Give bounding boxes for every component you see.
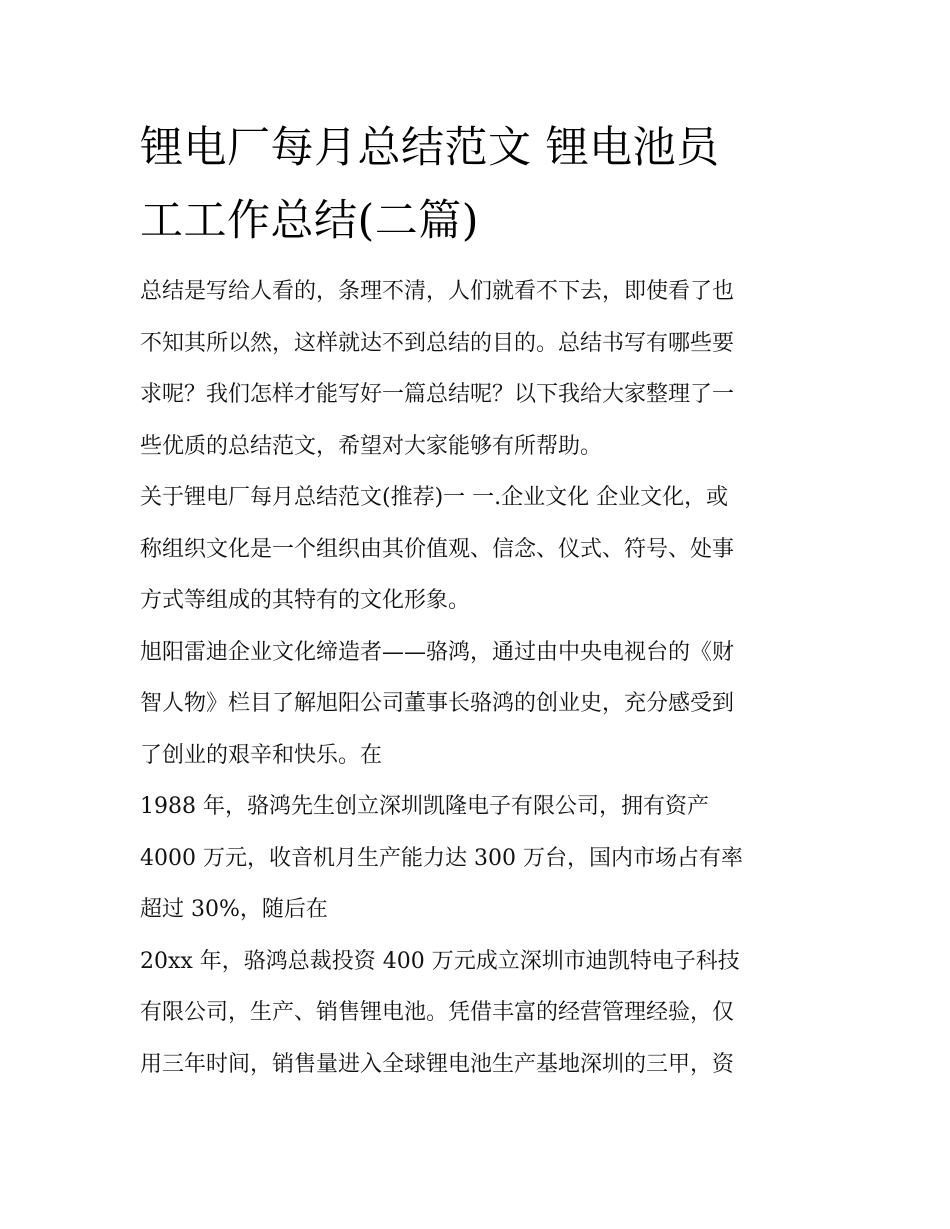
paragraph-founder: 旭阳雷迪企业文化缔造者——骆鸿，通过由中央电视台的《财 智人物》栏目了解旭阳公司董事长骆鸿的创业史，充分感受到 了创业的艰辛和快乐。在 [140, 639, 735, 768]
document-title: 锂电厂每月总结范文 锂电池员 工工作总结(二篇) [140, 123, 720, 246]
paragraph-20xx: 20xx 年，骆鸿总裁投资 400 万元成立深圳市迪凯特电子科技 有限公司，生产、销售锂电池。凭借丰富的经营管理经验，仅 用三年时间，销售量进入全球锂电池生产基地深圳的三甲，资 [140, 948, 740, 1077]
paragraph-intro: 总结是写给人看的，条理不清，人们就看不下去，即使看了也 不知其所以然，这样就达不到总结的目的。总结书写有哪些要 求呢？我们怎样才能写好一篇总结呢？以下我给大家整理了一 些优质的总结范文，希望对大家能够有所帮助。 [140, 279, 735, 459]
document-body [140, 112, 820, 1090]
paragraph-corporate-culture: 关于锂电厂每月总结范文(推荐)一 一.企业文化 企业文化，或 称组织文化是一个组织由其价值观、信念、仪式、符号、处事 方式等组成的其特有的文化形象。 [140, 485, 735, 613]
paragraph-1988: 1988 年，骆鸿先生创立深圳凯隆电子有限公司，拥有资产 4000 万元，收音机月生产能力达 300 万台，国内市场占有率 超过 30%，随后在 [140, 794, 743, 922]
